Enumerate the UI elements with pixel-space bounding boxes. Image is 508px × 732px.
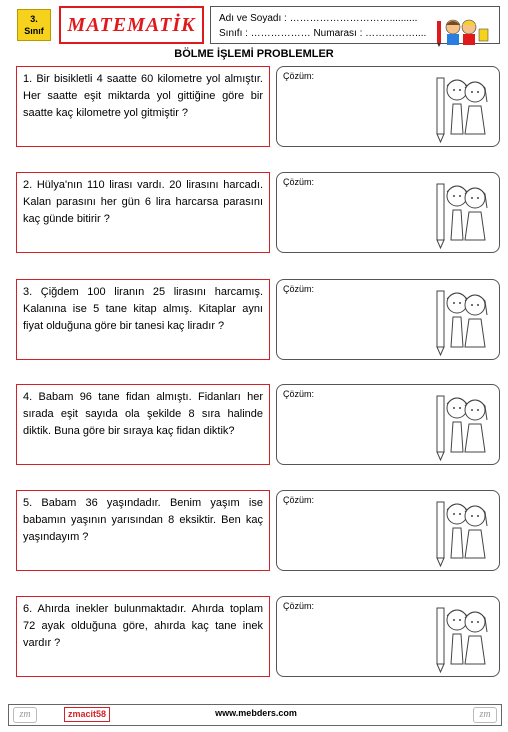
footer-logo-left: zm [13, 707, 37, 723]
solution-label: Çözüm: [283, 601, 315, 611]
solution-label: Çözüm: [283, 71, 315, 81]
boy-girl-drawing-icon [431, 68, 495, 144]
boy-girl-drawing-icon [431, 281, 495, 357]
solution-area[interactable] [276, 66, 500, 147]
solution-label: Çözüm: [283, 389, 315, 399]
student-info-box [210, 6, 500, 44]
solution-area[interactable] [276, 596, 500, 677]
problem-box: 1. Bir bisikletli 4 saatte 60 kilometre yol almıştır. Her saatte eşit miktarda yol gittiğine göre bir saatte kaç kilometre yol gitmiştir ? [16, 66, 270, 147]
solution-label: Çözüm: [283, 284, 315, 294]
subject-title: MATEMATİK [67, 13, 196, 36]
footer-logo-right: zm [473, 707, 497, 723]
boy-girl-drawing-icon [431, 492, 495, 568]
solution-area[interactable] [276, 384, 500, 465]
problem-box: 6. Ahırda inekler bulunmaktadır. Ahırda toplam 72 ayak olduğuna göre, ahırda kaç tane inek vardır ? [16, 596, 270, 677]
solution-area[interactable] [276, 490, 500, 571]
problem-box: 3. Çiğdem 100 liranın 25 lirasını harcamış. Kalanına ise 5 tane kitap almış. Kitaplar aynı fiyat olduğuna göre bir tanesi kaç liradır ? [16, 279, 270, 360]
problem-box: 5. Babam 36 yaşındadır. Benim yaşım ise babamın yaşının yarısından 8 eksiktir. Ben kaç yaşındayım ? [16, 490, 270, 571]
kids-illustration-icon [433, 15, 491, 47]
solution-label: Çözüm: [283, 495, 315, 505]
class-number-field[interactable]: Sınıfı : ……………… Numarası : …………….... [219, 28, 427, 39]
boy-girl-drawing-icon [431, 598, 495, 674]
page-title: BÖLME İŞLEMİ PROBLEMLER [174, 48, 334, 60]
grade-number: 3. [30, 14, 38, 24]
boy-girl-drawing-icon [431, 174, 495, 250]
subject-title-box [59, 6, 204, 44]
website-link[interactable]: www.mebders.com [215, 708, 297, 718]
solution-area[interactable] [276, 172, 500, 253]
grade-badge [17, 9, 51, 41]
boy-girl-drawing-icon [431, 386, 495, 462]
name-field[interactable]: Adı ve Soyadı : ………………………….......... [219, 13, 418, 24]
author-tag: zmacit58 [64, 707, 110, 722]
problem-box: 4. Babam 96 tane fidan almıştı. Fidanları her sırada eşit sayıda ola şekilde 8 sıra halinde diktik. Buna göre bir sıraya kaç fidan diktik? [16, 384, 270, 465]
solution-area[interactable] [276, 279, 500, 360]
problem-box: 2. Hülya'nın 110 lirası vardı. 20 lirasını harcadı. Kalan parasını her gün 6 lira harcarsa parasını kaç günde bitirir ? [16, 172, 270, 253]
footer [8, 704, 502, 726]
solution-label: Çözüm: [283, 177, 315, 187]
grade-label: Sınıf [24, 26, 44, 36]
